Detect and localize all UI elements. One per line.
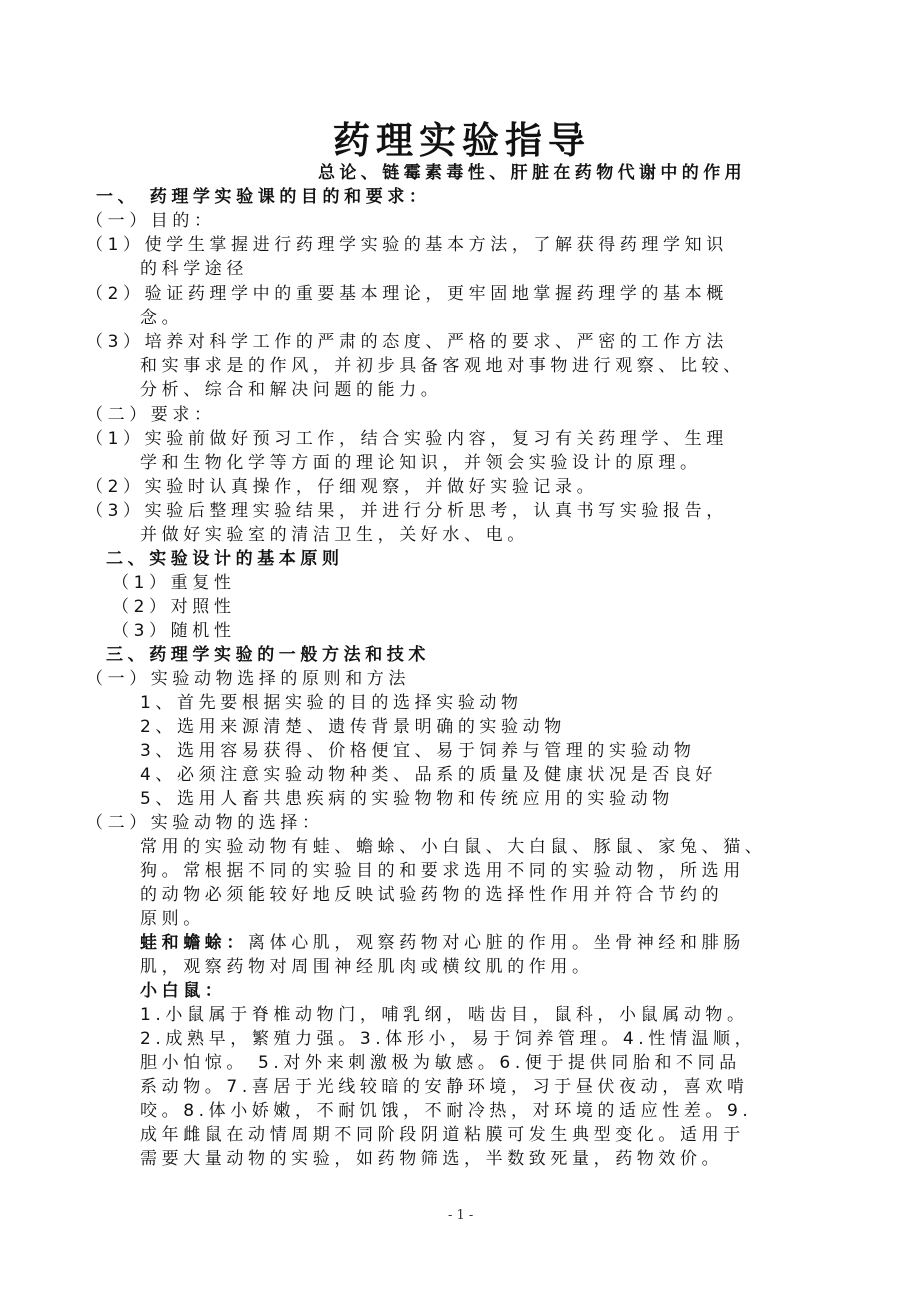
section-heading-3: 三、药理学实验的一般方法和技术 — [106, 645, 430, 665]
mouse-heading: 小白鼠： — [140, 981, 227, 1001]
animal-principle-1: 1、首先要根据实验的目的选择实验动物 — [140, 693, 523, 713]
selection-para-3: 的动物必须能较好地反映试验药物的选择性作用并符合节约的 — [140, 885, 724, 905]
mouse-line-4: 系动物。7.喜居于光线较暗的安静环境，习于昼伏夜动，喜欢啃 — [140, 1077, 749, 1097]
requirement-item-1: （1）实验前做好预习工作，结合实验内容，复习有关药理学、生理 — [86, 429, 728, 449]
mouse-line-3: 胆小怕惊。 5.对外来刺激极为敏感。6.便于提供同胎和不同品 — [140, 1053, 741, 1073]
animal-principle-3: 3、选用容易获得、价格便宜、易于饲养与管理的实验动物 — [140, 741, 696, 761]
mouse-line-7: 需要大量动物的实验，如药物筛选，半数致死量，药物效价。 — [140, 1149, 724, 1169]
purpose-item-3: （3）培养对科学工作的严肃的态度、严格的要求、严密的工作方法 — [86, 332, 728, 352]
selection-para-1: 常用的实验动物有蛙、蟾蜍、小白鼠、大白鼠、豚鼠、家兔、猫、 — [140, 837, 767, 857]
principle-item-3: （3）随机性 — [112, 621, 236, 641]
selection-para-4: 原则。 — [140, 909, 205, 929]
subheading-purpose: （一）目的： — [86, 211, 216, 231]
purpose-item-1: （1）使学生掌握进行药理学实验的基本方法，了解获得药理学知识 — [86, 235, 728, 255]
selection-para-2: 狗。常根据不同的实验目的和要求选用不同的实验动物，所选用 — [140, 861, 745, 881]
principle-item-2: （2）对照性 — [112, 597, 236, 617]
mouse-line-2: 2.成熟早，繁殖力强。3.体形小，易于饲养管理。4.性情温顺， — [140, 1029, 757, 1049]
mouse-line-1: 1.小鼠属于脊椎动物门，哺乳纲，啮齿目，鼠科，小鼠属动物。 — [140, 1005, 749, 1025]
page-number: - 1 - — [448, 1208, 474, 1223]
principle-item-1: （1）重复性 — [112, 573, 236, 593]
frog-label: 蛙和蟾蜍： — [140, 933, 248, 953]
purpose-item-3-cont: 和实事求是的作风，并初步具备客观地对事物进行观察、比较、 — [140, 356, 745, 376]
requirement-item-3: （3）实验后整理实验结果，并进行分析思考，认真书写实验报告， — [86, 501, 728, 521]
subheading-animal-principles: （一）实验动物选择的原则和方法 — [86, 669, 410, 689]
purpose-item-2-cont: 念。 — [140, 308, 184, 328]
requirement-item-3-cont: 并做好实验室的清洁卫生，关好水、电。 — [140, 525, 529, 545]
requirement-item-2: （2）实验时认真操作，仔细观察，并做好实验记录。 — [86, 477, 599, 497]
frog-paragraph-cont: 肌，观察药物对周围神经肌肉或横纹肌的作用。 — [140, 957, 594, 977]
animal-principle-2: 2、选用来源清楚、遗传背景明确的实验动物 — [140, 717, 566, 737]
purpose-item-3-cont2: 分析、综合和解决问题的能力。 — [140, 380, 443, 400]
requirement-item-1-cont: 学和生物化学等方面的理论知识，并领会实验设计的原理。 — [140, 453, 702, 473]
mouse-line-5: 咬。8.体小娇嫩，不耐饥饿，不耐冷热，对环境的适应性差。9. — [140, 1101, 753, 1121]
page-subtitle: 总论、链霉素毒性、肝脏在药物代谢中的作用 — [318, 163, 746, 183]
page-title: 药理实验指导 — [333, 119, 591, 162]
animal-principle-5: 5、选用人畜共患疾病的实验物物和传统应用的实验动物 — [140, 789, 674, 809]
section-heading-2: 二、实验设计的基本原则 — [106, 549, 344, 569]
purpose-item-2: （2）验证药理学中的重要基本理论，更牢固地掌握药理学的基本概 — [86, 284, 728, 304]
frog-paragraph: 蛙和蟾蜍：离体心肌，观察药物对心脏的作用。坐骨神经和腓肠 — [140, 933, 745, 953]
subheading-requirements: （二）要求： — [86, 405, 216, 425]
mouse-line-6: 成年雌鼠在动情周期不同阶段阴道粘膜可发生典型变化。适用于 — [140, 1125, 745, 1145]
subheading-animal-selection: （二）实验动物的选择： — [86, 813, 324, 833]
section-heading-1: 一、 药理学实验课的目的和要求： — [96, 187, 431, 207]
animal-principle-4: 4、必须注意实验动物种类、品系的质量及健康状况是否良好 — [140, 765, 718, 785]
purpose-item-1-cont: 的科学途径 — [140, 259, 248, 279]
